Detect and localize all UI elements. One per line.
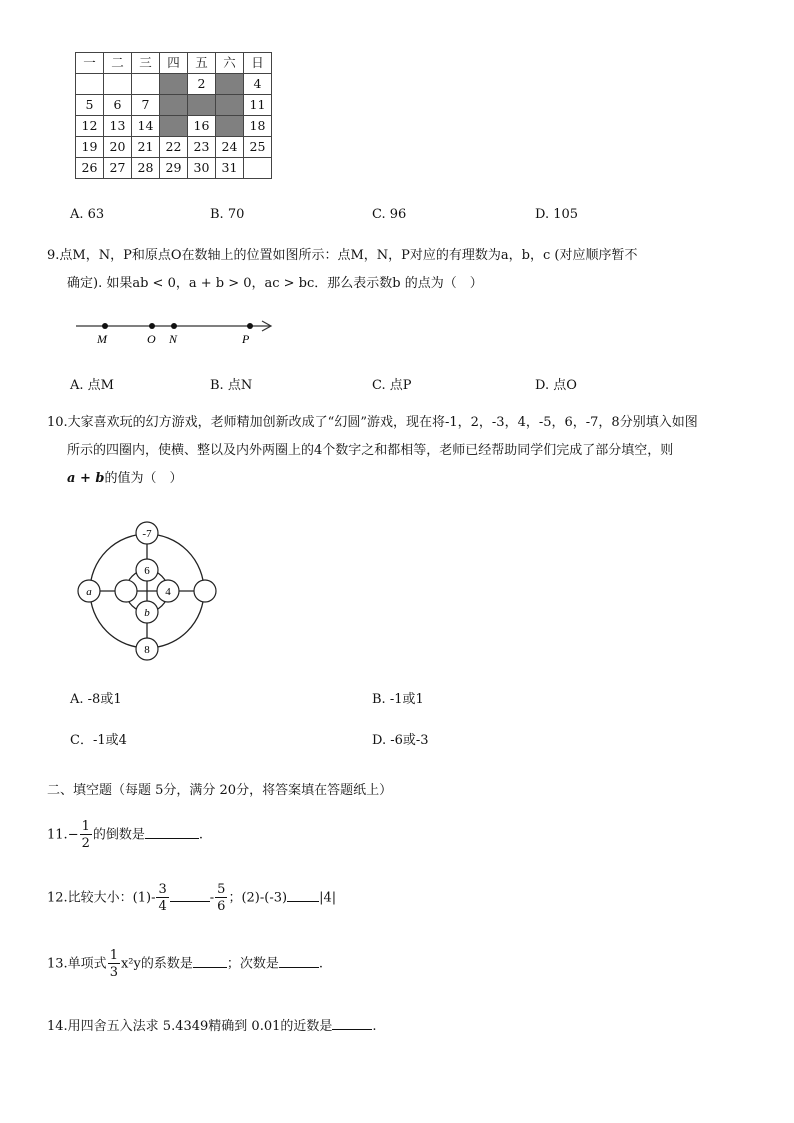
q14-answer-blank[interactable] [332,1017,372,1030]
calendar-header: 三 [132,53,160,74]
calendar-cell: 23 [188,137,216,158]
calendar-header: 日 [244,53,272,74]
q11-minus: − [67,827,79,843]
calendar-cell: 2 [188,74,216,95]
q10-option-d[interactable]: D. -6或-3 [372,733,429,748]
label-o: O [147,332,156,346]
calendar-cell: 22 [160,137,188,158]
q12-part2: ；(2)-(-3) [228,890,288,906]
calendar-cell: 18 [244,116,272,137]
calendar-cell: 28 [132,158,160,179]
question-9 [47,242,747,298]
question-11 [47,820,203,850]
question-10 [47,409,757,493]
q12-numerator-1: 3 [158,882,167,897]
calendar-cell: 5 [76,95,104,116]
q9-option-d[interactable]: D. 点O [535,378,577,393]
calendar-cell: 13 [104,116,132,137]
calendar-cell: 19 [76,137,104,158]
q13-fraction [108,949,120,979]
q12-denominator-1: 4 [158,899,167,914]
calendar-cell-shaded [160,116,188,137]
calendar-table [75,52,272,179]
question-14 [47,1015,377,1034]
label-n: N [169,332,178,346]
q14-end: . [372,1019,377,1034]
value-inner-bottom: b [144,607,150,619]
q8-option-b[interactable]: B. 70 [210,207,245,222]
q12-fraction-1 [156,883,168,913]
calendar-cell: 21 [132,137,160,158]
q9-option-a[interactable]: A. 点M [70,378,114,393]
q12-numerator-2: 5 [217,882,226,897]
q13-text2: ；次数是 [226,956,279,972]
calendar-cell-shaded [160,95,188,116]
q14-text: 14.用四舍五入法求 5.4349精确到 0.01的近数是 [47,1019,333,1034]
calendar-cell [132,74,160,95]
calendar-cell [104,74,132,95]
calendar-cell [76,74,104,95]
calendar-cell: 11 [244,95,272,116]
q9-option-c[interactable]: C. 点P [372,378,412,393]
q8-option-a[interactable]: A. 63 [70,207,105,222]
q8-option-d[interactable]: D. 105 [535,207,579,222]
point-o [149,323,155,329]
q13-answer-blank-1[interactable] [193,955,227,968]
q13-prefix: 13.单项式 [47,956,107,972]
value-top: -7 [142,528,152,540]
section-2-heading: 二、填空题（每题 5分，满分 20分，将答案填在答题纸上） [47,783,393,798]
calendar-cell-shaded [188,95,216,116]
calendar-header: 六 [216,53,244,74]
calendar-row [76,74,272,95]
q12-denominator-2: 6 [217,899,226,914]
calendar-cell: 6 [104,95,132,116]
q13-text1: 的系数是 [140,956,193,972]
calendar-cell: 31 [216,158,244,179]
calendar-cell: 4 [244,74,272,95]
q11-numerator: 1 [81,819,90,834]
calendar-cell: 30 [188,158,216,179]
calendar-row [76,116,272,137]
calendar-row [76,158,272,179]
label-p: P [242,332,250,346]
q11-prefix: 11. [47,827,68,843]
calendar-cell: 29 [160,158,188,179]
q11-end: . [198,827,204,843]
q13-numerator: 1 [109,948,118,963]
q9-option-b[interactable]: B. 点N [210,378,253,393]
q11-text: 的倒数是 [92,827,145,843]
calendar-cell: 25 [244,137,272,158]
question-13 [47,949,323,979]
q13-end: . [318,956,324,972]
q10-line3-text: 的值为（ ） [104,471,183,486]
value-inner-top: 6 [144,565,150,577]
q13-denominator: 3 [109,965,118,980]
magic-circle-figure [74,518,224,662]
q12-answer-blank-2[interactable] [287,889,319,902]
q10-line2: 所示的四圈内，使横、整以及内外两圈上的4个数字之和都相等，老师已经帮助同学们完成了部分填空，则 [67,443,674,458]
calendar-row [76,137,272,158]
number-line-figure [70,315,285,347]
q12-fraction-2 [215,883,227,913]
q12-abs: |4| [319,890,337,906]
value-bottom: 8 [144,644,150,656]
circle-inner-left [115,580,137,602]
q11-denominator: 2 [81,836,90,851]
calendar-header: 五 [188,53,216,74]
label-m: M [97,332,107,346]
calendar-header-row [76,53,272,74]
calendar-cell-shaded [216,74,244,95]
q10-expr: a + b [67,471,105,486]
calendar-cell-shaded [216,116,244,137]
q13-term: x²y [120,956,141,972]
q13-answer-blank-2[interactable] [279,955,319,968]
q9-line1: 9.点M，N，P和原点O在数轴上的位置如图所示：点M，N，P对应的有理数为a，b，c (对应顺序暂不 [47,248,638,263]
q10-option-a[interactable]: A. -8或1 [70,692,122,707]
q11-answer-blank[interactable] [145,826,199,839]
calendar-cell: 20 [104,137,132,158]
calendar-cell [244,158,272,179]
circle-right [194,580,216,602]
q8-option-c[interactable]: C. 96 [372,207,407,222]
calendar-row [76,95,272,116]
calendar-cell-shaded [216,95,244,116]
q12-mid: - [209,890,215,906]
question-12 [47,883,336,913]
calendar-header: 四 [160,53,188,74]
q10-option-b[interactable]: B. -1或1 [372,692,424,707]
calendar-cell: 14 [132,116,160,137]
q12-prefix: 12.比较大小：(1)- [47,890,156,906]
calendar-cell: 24 [216,137,244,158]
calendar-header: 二 [104,53,132,74]
point-n [171,323,177,329]
q10-line3 [47,465,757,493]
q12-answer-blank-1[interactable] [170,889,210,902]
q11-fraction [80,820,92,850]
value-left: a [86,586,92,598]
point-p [247,323,253,329]
calendar-cell: 27 [104,158,132,179]
calendar-cell-shaded [160,74,188,95]
point-m [102,323,108,329]
calendar-cell: 12 [76,116,104,137]
q10-option-c[interactable]: C．-1或4 [70,733,127,748]
value-inner-right: 4 [165,586,171,598]
q9-line2: 确定). 如果ab < 0，a + b > 0，ac > bc．那么表示数b 的点为（ ） [67,276,483,291]
calendar-cell: 7 [132,95,160,116]
calendar-cell: 16 [188,116,216,137]
calendar-cell: 26 [76,158,104,179]
q10-line1: 10.大家喜欢玩的幻方游戏，老师精加创新改成了“幻圆”游戏，现在将-1，2，-3，4，-5，6，-7，8分别填入如图 [47,415,698,430]
calendar-header: 一 [76,53,104,74]
